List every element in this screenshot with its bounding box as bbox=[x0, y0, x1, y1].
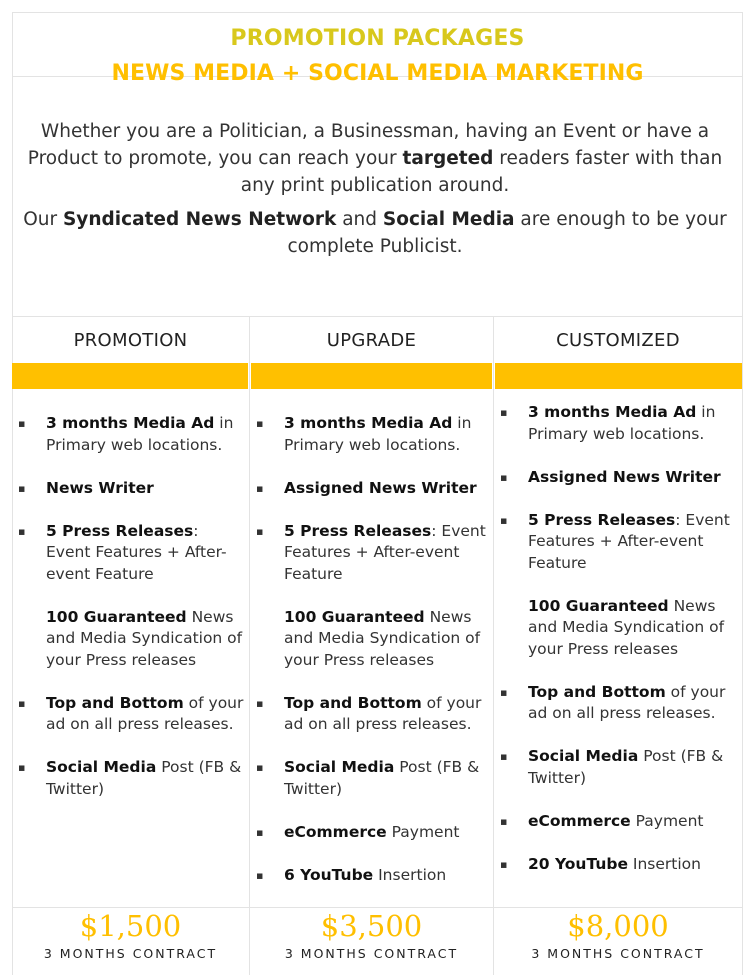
feature-detail: of your ad on all press releases. bbox=[46, 693, 244, 733]
feature-item bbox=[250, 521, 490, 586]
feature-highlight: Assigned News Writer bbox=[528, 467, 721, 486]
feature-item bbox=[494, 402, 738, 445]
feature-detail: News and Media Syndication of your Press releases bbox=[46, 607, 243, 669]
feature-detail: Insertion bbox=[373, 865, 447, 884]
feature-item bbox=[250, 693, 490, 736]
intro-paragraph-2 bbox=[18, 206, 732, 260]
bullet-icon: ▪ bbox=[256, 761, 264, 774]
feature-highlight: 5 Press Releases bbox=[528, 510, 676, 529]
contract-term-promotion: 3 MONTHS CONTRACT bbox=[43, 946, 218, 961]
feature-highlight: 3 months Media Ad bbox=[46, 414, 215, 432]
bullet-icon: ▪ bbox=[256, 417, 264, 430]
intro-text-span: readers faster with than any print publication around. bbox=[240, 148, 723, 196]
feature-item bbox=[12, 757, 244, 800]
price-promotion: $1,500 bbox=[79, 909, 182, 943]
package-header-customized: CUSTOMIZED bbox=[556, 330, 680, 351]
feature-list-upgrade bbox=[250, 413, 490, 908]
feature-detail: Post (FB & Twitter) bbox=[284, 758, 480, 798]
feature-detail: News and Media Syndication of your Press releases bbox=[528, 596, 725, 658]
feature-highlight: 3 months Media Ad bbox=[284, 414, 453, 432]
feature-detail: Post (FB & Twitter) bbox=[46, 758, 242, 798]
feature-detail: Payment bbox=[630, 811, 704, 830]
bullet-icon: ▪ bbox=[256, 868, 264, 882]
bullet-icon: ▪ bbox=[500, 857, 508, 871]
feature-item bbox=[494, 596, 738, 661]
bullet-icon: ▪ bbox=[500, 513, 508, 527]
feature-detail: of your ad on all press releases. bbox=[284, 693, 482, 733]
feature-item bbox=[12, 521, 244, 586]
intro-text-span: Our bbox=[23, 209, 63, 230]
feature-highlight: Top and Bottom bbox=[528, 682, 666, 701]
feature-highlight: 5 Press Releases bbox=[284, 521, 432, 540]
feature-highlight: Social Media bbox=[46, 758, 157, 776]
feature-item bbox=[494, 467, 738, 489]
accent-bar-customized bbox=[495, 363, 742, 389]
feature-highlight: Assigned News Writer bbox=[284, 478, 477, 497]
feature-item bbox=[250, 607, 490, 672]
feature-highlight: News Writer bbox=[46, 478, 154, 497]
feature-highlight: 100 Guaranteed bbox=[528, 596, 669, 615]
feature-highlight: Social Media bbox=[284, 758, 395, 776]
bullet-icon: ▪ bbox=[500, 470, 508, 484]
feature-detail: of your ad on all press releases. bbox=[528, 682, 726, 722]
bullet-icon: ▪ bbox=[256, 524, 264, 538]
feature-detail: Payment bbox=[386, 822, 460, 841]
bullet-icon: ▪ bbox=[256, 696, 264, 710]
feature-highlight: 20 YouTube bbox=[528, 854, 628, 873]
feature-item bbox=[12, 413, 244, 456]
feature-highlight: eCommerce bbox=[528, 811, 631, 830]
feature-item bbox=[250, 478, 490, 500]
bullet-icon: ▪ bbox=[18, 481, 26, 495]
bullet-icon: ▪ bbox=[500, 814, 508, 828]
package-header-upgrade: UPGRADE bbox=[326, 330, 417, 351]
table-top-border bbox=[12, 316, 743, 317]
feature-item bbox=[12, 478, 244, 500]
bullet-icon: ▪ bbox=[500, 750, 508, 763]
intro-text-span: are enough to be your complete Publicist. bbox=[287, 209, 727, 257]
feature-item bbox=[250, 757, 490, 800]
intro-bold-network: Syndicated News Network bbox=[62, 209, 337, 230]
bullet-icon: ▪ bbox=[18, 696, 26, 710]
price-customized: $8,000 bbox=[567, 909, 669, 943]
bullet-icon: ▪ bbox=[18, 761, 26, 774]
feature-detail: Post (FB & Twitter) bbox=[528, 747, 724, 787]
feature-item bbox=[494, 510, 738, 575]
feature-item bbox=[494, 746, 738, 789]
feature-detail: in Primary web locations. bbox=[46, 414, 234, 454]
feature-detail: in Primary web locations. bbox=[284, 414, 472, 454]
feature-highlight: Social Media bbox=[528, 747, 639, 765]
page-header bbox=[12, 12, 743, 86]
feature-item bbox=[250, 413, 490, 456]
feature-highlight: Top and Bottom bbox=[284, 693, 422, 712]
intro-paragraph-1 bbox=[18, 118, 732, 199]
intro-bold-social: Social Media bbox=[382, 209, 515, 230]
feature-detail: in Primary web locations. bbox=[528, 403, 716, 443]
feature-highlight: eCommerce bbox=[284, 822, 387, 841]
feature-detail: : Event Features + After-event Feature bbox=[528, 510, 730, 572]
feature-list-promotion bbox=[12, 413, 244, 822]
contract-term-upgrade: 3 MONTHS CONTRACT bbox=[284, 946, 459, 961]
feature-list-customized bbox=[494, 402, 738, 897]
feature-item bbox=[250, 822, 490, 844]
feature-detail: News and Media Syndication of your Press releases bbox=[284, 607, 481, 669]
accent-bar-promotion bbox=[12, 363, 248, 389]
feature-item bbox=[494, 682, 738, 725]
feature-item bbox=[12, 693, 244, 736]
bullet-icon: ▪ bbox=[256, 825, 264, 839]
feature-item bbox=[12, 607, 244, 672]
feature-detail: : Event Features + After-event Feature bbox=[284, 521, 486, 583]
feature-item bbox=[494, 811, 738, 833]
intro-text-span: and bbox=[336, 209, 383, 230]
bullet-icon: ▪ bbox=[18, 524, 26, 538]
page-subtitle: NEWS MEDIA + SOCIAL MEDIA MARKETING bbox=[111, 61, 644, 86]
page-title: PROMOTION PACKAGES bbox=[230, 26, 525, 51]
intro-text-span: Whether you are a Politician, a Businessman, having an Event or have a Product to promote, you can reach your bbox=[27, 121, 710, 169]
feature-highlight: Top and Bottom bbox=[46, 693, 184, 712]
bullet-icon: ▪ bbox=[256, 481, 264, 495]
bullet-icon: ▪ bbox=[18, 417, 26, 430]
feature-highlight: 100 Guaranteed bbox=[46, 607, 187, 626]
feature-detail: Insertion bbox=[627, 854, 701, 873]
feature-highlight: 6 YouTube bbox=[284, 865, 374, 884]
bullet-icon: ▪ bbox=[500, 685, 508, 699]
intro-text bbox=[18, 118, 732, 267]
accent-bar-upgrade bbox=[251, 363, 492, 389]
feature-highlight: 5 Press Releases bbox=[46, 521, 194, 540]
feature-highlight: 3 months Media Ad bbox=[528, 403, 697, 421]
intro-bold-targeted: targeted bbox=[402, 148, 494, 169]
feature-item bbox=[494, 854, 738, 876]
price-upgrade: $3,500 bbox=[320, 909, 423, 943]
table-right-border bbox=[742, 316, 743, 975]
bullet-icon: ▪ bbox=[500, 406, 508, 419]
feature-highlight: 100 Guaranteed bbox=[284, 607, 425, 626]
package-header-promotion: PROMOTION bbox=[73, 330, 188, 351]
feature-item bbox=[250, 865, 490, 887]
feature-detail: : Event Features + After-event Feature bbox=[46, 521, 227, 583]
contract-term-customized: 3 MONTHS CONTRACT bbox=[531, 946, 705, 961]
